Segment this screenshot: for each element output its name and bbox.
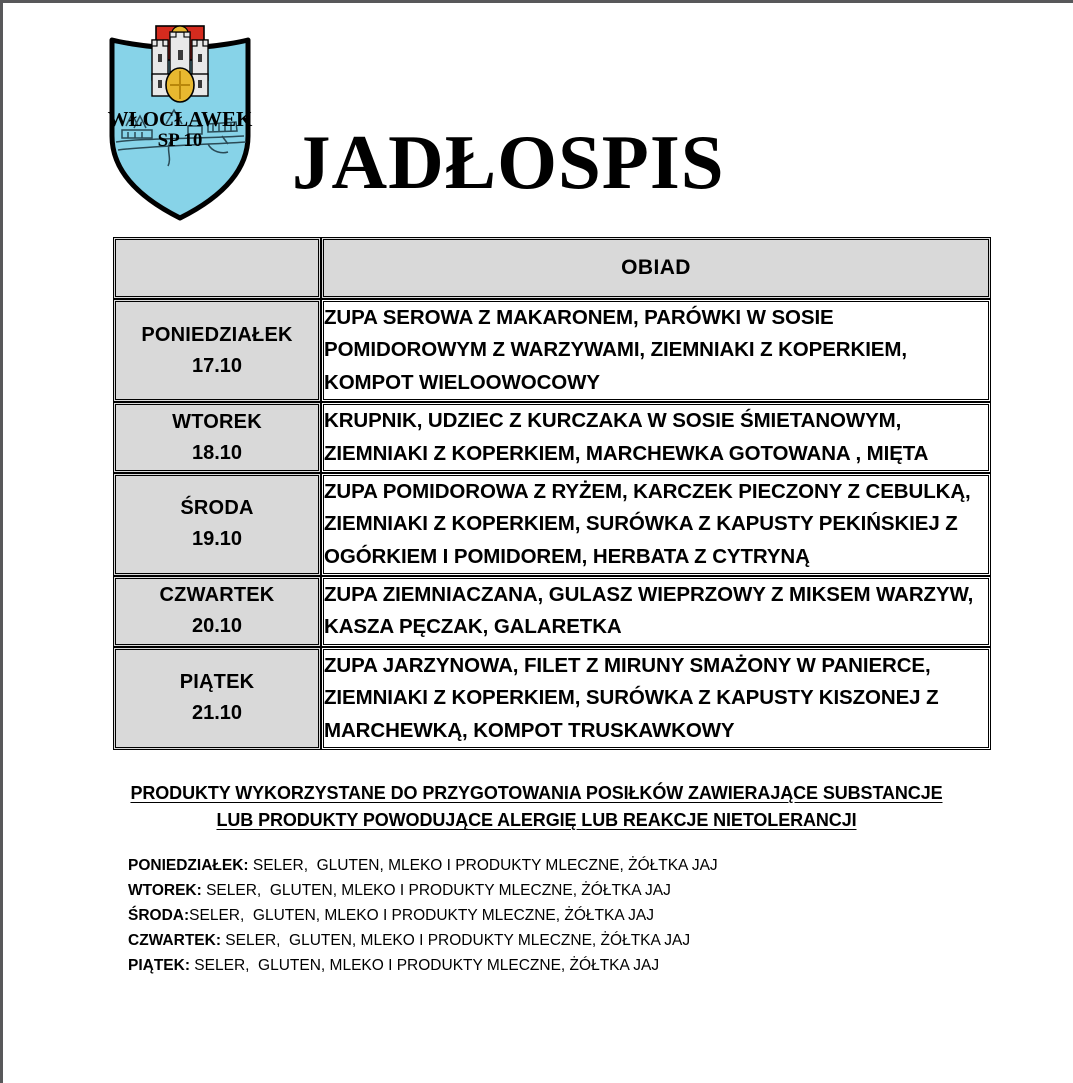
header-meal-column: OBIAD: [321, 237, 991, 299]
day-cell: [113, 299, 321, 402]
meal-cell: ZUPA ZIEMNIACZANA, GULASZ WIEPRZOWY Z MIKSEM WARZYW, KASZA PĘCZAK, GALARETKA: [321, 576, 991, 647]
day-name: CZWARTEK: [159, 584, 275, 607]
day-cell: [113, 402, 321, 473]
header-day-column: [113, 237, 321, 299]
table-row: [113, 647, 991, 750]
meal-cell: KRUPNIK, UDZIEC Z KURCZAKA W SOSIE ŚMIETANOWYM, ZIEMNIAKI Z KOPERKIEM, MARCHEWKA GOTOWANA , MIĘTA: [321, 402, 991, 473]
allergen-items: SELER, GLUTEN, MLEKO I PRODUKTY MLECZNE, ŻÓŁTKA JAJ: [189, 906, 654, 924]
allergen-heading-line1: PRODUKTY WYKORZYSTANE DO PRZYGOTOWANIA POSIŁKÓW ZAWIERAJĄCE SUBSTANCJE: [130, 782, 943, 803]
menu-table-container: [113, 237, 991, 750]
allergen-day-label: WTOREK:: [128, 881, 202, 899]
day-cell: [113, 576, 321, 647]
day-date: 21.10: [191, 702, 243, 725]
allergen-day-label: CZWARTEK:: [128, 931, 221, 949]
day-date: 20.10: [191, 615, 243, 638]
allergen-day-label: PIĄTEK:: [128, 957, 190, 975]
meal-cell: ZUPA POMIDOROWA Z RYŻEM, KARCZEK PIECZONY Z CEBULKĄ, ZIEMNIAKI Z KOPERKIEM, SURÓWKA Z KAPUSTY PEKIŃSKIEJ Z OGÓRKIEM I POMIDOREM, HERBATA Z CYTRYNĄ: [321, 473, 991, 576]
meal-cell: ZUPA SEROWA Z MAKARONEM, PARÓWKI W SOSIE POMIDOROWYM Z WARZYWAMI, ZIEMNIAKI Z KOPERKIEM, KOMPOT WIELOOWOCOWY: [321, 299, 991, 402]
day-name: PIĄTEK: [179, 671, 255, 694]
table-row: [113, 576, 991, 647]
allergen-items: SELER, GLUTEN, MLEKO I PRODUKTY MLECZNE, ŻÓŁTKA JAJ: [248, 856, 718, 874]
castle-emblem: [152, 26, 208, 102]
day-date: 19.10: [191, 528, 243, 551]
list-item: [128, 903, 1073, 928]
list-item: [128, 878, 1073, 903]
allergen-heading-line2: LUB PRODUKTY POWODUJĄCE ALERGIĘ LUB REAKCJE NIETOLERANCJI: [216, 810, 857, 831]
day-date: 17.10: [191, 354, 243, 377]
allergen-items: SELER, GLUTEN, MLEKO I PRODUKTY MLECZNE, ŻÓŁTKA JAJ: [201, 881, 671, 899]
list-item: [128, 928, 1073, 953]
crest-school-label: SP 10: [157, 130, 203, 151]
allergen-items: SELER, GLUTEN, MLEKO I PRODUKTY MLECZNE, ŻÓŁTKA JAJ: [221, 931, 691, 949]
day-name: PONIEDZIAŁEK: [141, 323, 293, 346]
school-crest-logo: [104, 18, 256, 221]
allergen-heading: [0, 780, 1073, 835]
document-header: [0, 0, 1073, 225]
day-cell: [113, 647, 321, 750]
menu-table-body: [113, 299, 991, 750]
day-cell: [113, 473, 321, 576]
allergen-items: SELER, GLUTEN, MLEKO I PRODUKTY MLECZNE, ŻÓŁTKA JAJ: [190, 957, 660, 975]
day-name: WTOREK: [172, 410, 262, 433]
allergen-list: [128, 853, 1073, 979]
list-item: [128, 853, 1073, 878]
allergen-day-label: PONIEDZIAŁEK:: [128, 856, 249, 874]
meal-cell: ZUPA JARZYNOWA, FILET Z MIRUNY SMAŻONY W PANIERCE, ZIEMNIAKI Z KOPERKIEM, SURÓWKA Z KAPUSTY KISZONEJ Z MARCHEWKĄ, KOMPOT TRUSKAWKOWY: [321, 647, 991, 750]
table-row: [113, 299, 991, 402]
page-title: JADŁOSPIS: [292, 119, 725, 205]
allergen-section: [0, 780, 1073, 978]
crest-city-label: WŁOCŁAWEK: [107, 107, 253, 131]
weekly-menu-table: [113, 237, 991, 750]
day-name: ŚRODA: [180, 497, 254, 520]
table-row: [113, 473, 991, 576]
list-item: [128, 953, 1073, 978]
day-date: 18.10: [191, 441, 243, 464]
table-row: [113, 402, 991, 473]
table-header-row: [113, 237, 991, 299]
allergen-day-label: ŚRODA:: [128, 906, 190, 924]
